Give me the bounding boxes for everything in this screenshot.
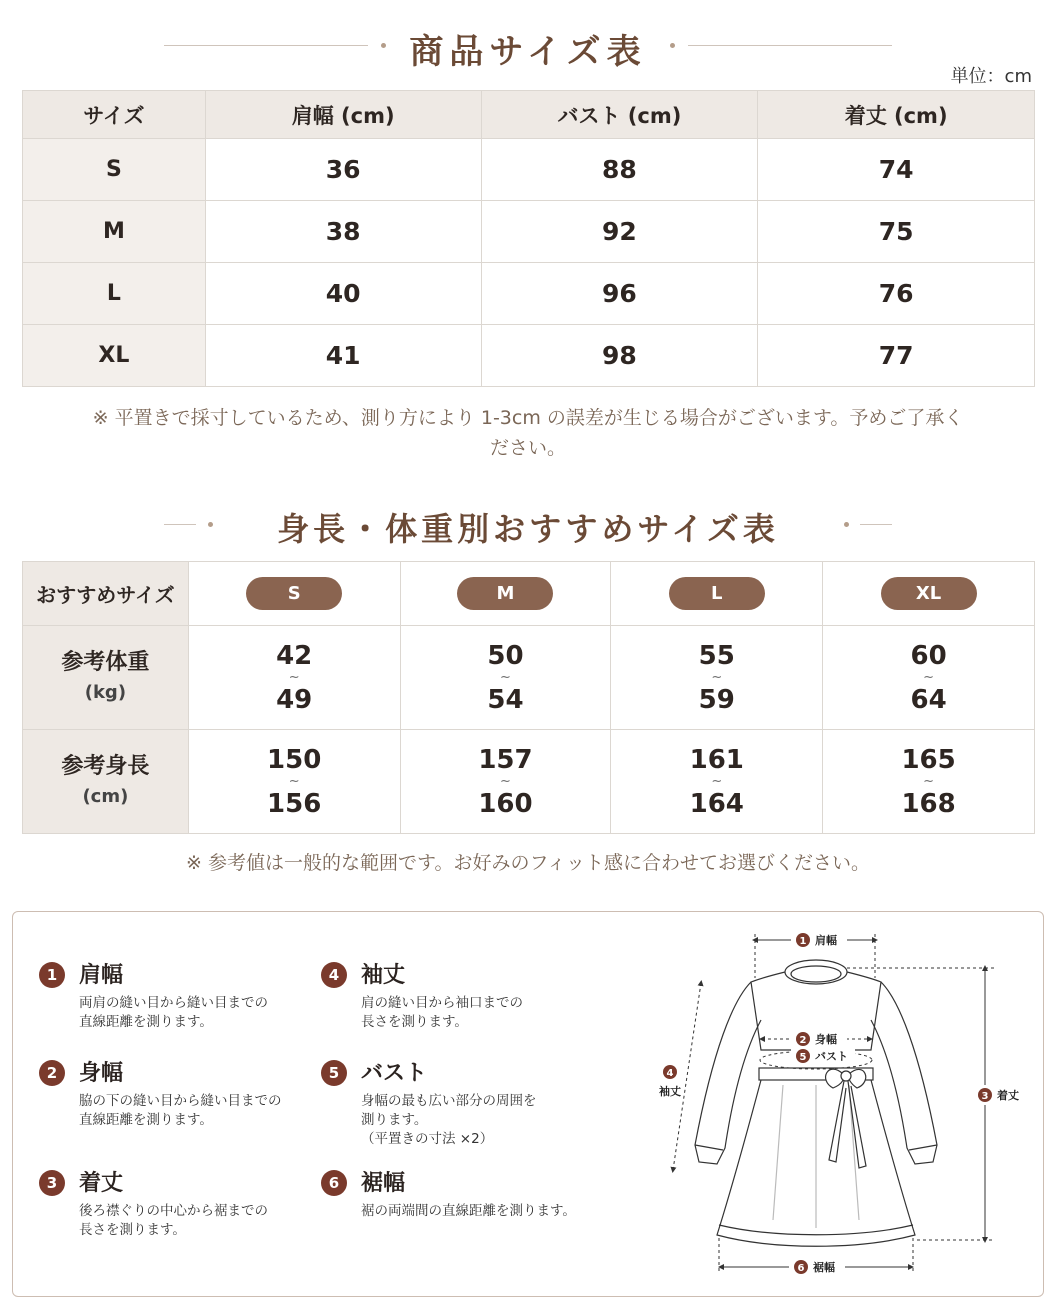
- size-cell: S: [23, 139, 206, 201]
- height-unit: (cm): [82, 785, 129, 807]
- bust-cell: 92: [481, 201, 758, 263]
- guide-desc-line: 長さを測ります。: [361, 1014, 468, 1030]
- guide-desc-line: 長さを測ります。: [79, 1222, 186, 1238]
- measurement-guide: [12, 911, 1044, 1297]
- unit-label: 単位：cm: [950, 66, 1032, 87]
- dress-diagram: [633, 920, 1033, 1290]
- title-divider-right: [860, 524, 892, 525]
- weight-label: 参考体重: [61, 649, 150, 675]
- size-chart-title-bar: [0, 24, 1056, 74]
- svg-text:2: 2: [799, 1035, 807, 1046]
- measurement-note-line1: ※ 平置きで採寸しているため、測り方により 1-3cm の誤差が生じる場合がございます。予めご了承く: [92, 407, 964, 429]
- recommend-size-label: おすすめサイズ: [23, 562, 189, 626]
- guide-item-title: 袖丈: [361, 963, 406, 988]
- size-pill-cell: [188, 562, 400, 626]
- measurement-note-line2: ださい。: [489, 437, 566, 459]
- height-label: 参考身長: [61, 753, 150, 779]
- svg-text:4: 4: [666, 1068, 674, 1079]
- number-badge: 6: [321, 1170, 347, 1196]
- diagram-label-text: 着丈: [997, 1089, 1019, 1102]
- range-max: 64: [910, 684, 947, 715]
- size-pill-cell: [611, 562, 823, 626]
- shoulder-cell: 41: [205, 325, 481, 387]
- range-tilde: ~: [500, 669, 511, 685]
- title-dot-right: [844, 522, 849, 527]
- height-range-cell: [400, 730, 611, 834]
- diagram-label-text: バスト: [815, 1050, 848, 1063]
- size-pill: XL: [881, 577, 977, 610]
- diagram-label-body-width: [791, 1030, 847, 1048]
- size-cell: L: [23, 263, 206, 325]
- guide-item-desc: [79, 994, 268, 1032]
- range-tilde: ~: [288, 669, 300, 685]
- diagram-label-text: 裾幅: [813, 1261, 835, 1274]
- header-bust: バスト (cm): [481, 91, 758, 139]
- range-min: 157: [478, 744, 533, 775]
- length-cell: 76: [758, 263, 1035, 325]
- recommend-size-row: [23, 562, 1035, 626]
- range-min: 50: [487, 640, 524, 671]
- title-divider-right: [688, 45, 892, 46]
- range-min: 55: [698, 640, 735, 671]
- reference-note: ※ 参考値は一般的な範囲です。お好みのフィット感に合わせてお選びください。: [186, 852, 870, 874]
- guide-desc-line: 直線距離を測ります。: [79, 1014, 213, 1030]
- weight-row: [23, 626, 1035, 730]
- range-max: 168: [901, 788, 956, 819]
- size-cell: XL: [23, 325, 206, 387]
- weight-unit: (kg): [84, 681, 127, 703]
- guide-item-title: 身幅: [79, 1061, 124, 1086]
- range-min: 60: [910, 640, 947, 671]
- svg-text:1: 1: [799, 936, 807, 947]
- guide-item-desc: [361, 994, 523, 1032]
- size-cell: M: [23, 201, 206, 263]
- height-range-cell: [823, 730, 1035, 834]
- range-min: 42: [276, 640, 313, 671]
- guide-desc-line: 直線距離を測ります。: [79, 1112, 213, 1128]
- diagram-label-bust: [791, 1047, 855, 1065]
- diagram-label-text: 袖丈: [659, 1085, 681, 1098]
- weight-range-cell: [611, 626, 823, 730]
- range-max: 164: [689, 788, 744, 819]
- bust-cell: 98: [481, 325, 758, 387]
- recommend-size-table: [22, 561, 1035, 834]
- diagram-label-sleeve: [659, 1065, 681, 1098]
- range-min: 165: [901, 744, 956, 775]
- length-cell: 74: [758, 139, 1035, 201]
- number-badge: 4: [321, 962, 347, 988]
- svg-text:5: 5: [799, 1052, 807, 1063]
- guide-item-title: バスト: [361, 1061, 428, 1086]
- length-cell: 77: [758, 325, 1035, 387]
- height-row: [23, 730, 1035, 834]
- guide-item-title: 着丈: [79, 1171, 124, 1196]
- diagram-label-hem: [789, 1258, 845, 1276]
- range-tilde: ~: [288, 773, 300, 789]
- range-min: 161: [689, 744, 744, 775]
- header-shoulder: 肩幅 (cm): [205, 91, 481, 139]
- range-tilde: ~: [923, 669, 935, 685]
- height-range-cell: [188, 730, 400, 834]
- size-pill-cell: [823, 562, 1035, 626]
- number-badge: 5: [321, 1060, 347, 1086]
- title-dot-right: [670, 43, 675, 48]
- range-tilde: ~: [500, 773, 511, 789]
- svg-text:3: 3: [981, 1091, 989, 1102]
- range-tilde: ~: [711, 669, 723, 685]
- guide-desc-line: 両肩の縫い目から縫い目までの: [79, 995, 268, 1011]
- length-cell: 75: [758, 201, 1035, 263]
- diagram-label-text: 身幅: [815, 1033, 837, 1046]
- range-max: 156: [267, 788, 322, 819]
- diagram-label-text: 肩幅: [815, 934, 837, 947]
- range-max: 59: [698, 684, 735, 715]
- weight-label-cell: [23, 626, 189, 730]
- guide-desc-line: 後ろ襟ぐりの中心から裾までの: [79, 1203, 268, 1219]
- shoulder-cell: 40: [205, 263, 481, 325]
- header-size: サイズ: [23, 91, 206, 139]
- guide-desc-line: 身幅の最も広い部分の周囲を: [361, 1093, 537, 1109]
- header-length: 着丈 (cm): [758, 91, 1035, 139]
- height-range-cell: [611, 730, 823, 834]
- size-pill-cell: [400, 562, 611, 626]
- range-max: 54: [487, 684, 524, 715]
- table-row: [23, 263, 1035, 325]
- number-badge: 1: [39, 962, 65, 988]
- size-pill: S: [246, 577, 342, 610]
- size-chart-title: 商品サイズ表: [409, 32, 647, 72]
- guide-desc-line: 測ります。: [361, 1112, 428, 1128]
- range-min: 150: [267, 744, 322, 775]
- size-pill: L: [669, 577, 765, 610]
- number-badge: 2: [39, 1060, 65, 1086]
- weight-range-cell: [823, 626, 1035, 730]
- guide-desc-line: （平置きの寸法 ×2）: [361, 1131, 494, 1147]
- shoulder-cell: 38: [205, 201, 481, 263]
- guide-item-title: 裾幅: [361, 1171, 406, 1196]
- range-max: 160: [478, 788, 533, 819]
- sleeve-dimension-line: [673, 983, 701, 1170]
- guide-item-desc: [79, 1092, 282, 1130]
- weight-range-cell: [188, 626, 400, 730]
- height-label-cell: [23, 730, 189, 834]
- svg-text:6: 6: [797, 1263, 805, 1274]
- weight-range-cell: [400, 626, 611, 730]
- guide-item-desc: [361, 1202, 576, 1221]
- bust-cell: 88: [481, 139, 758, 201]
- guide-item-title: 肩幅: [79, 963, 124, 988]
- number-badge: 3: [39, 1170, 65, 1196]
- guide-desc-line: 裾の両端間の直線距離を測ります。: [361, 1203, 576, 1219]
- table-row: [23, 139, 1035, 201]
- diagram-label-shoulder: [791, 931, 847, 949]
- range-max: 49: [276, 684, 313, 715]
- size-pill: M: [457, 577, 553, 610]
- guide-desc-line: 肩の縫い目から袖口までの: [361, 995, 523, 1011]
- table-row: [23, 201, 1035, 263]
- recommend-title: 身長・体重別おすすめサイズ表: [277, 510, 779, 548]
- guide-item-desc: [361, 1092, 537, 1149]
- guide-desc-line: 脇の下の縫い目から縫い目までの: [79, 1093, 282, 1109]
- range-tilde: ~: [711, 773, 723, 789]
- shoulder-cell: 36: [205, 139, 481, 201]
- dress-outline-icon: [695, 960, 937, 1246]
- diagram-label-length: [973, 1085, 1029, 1105]
- product-size-table: [22, 90, 1035, 387]
- table-header-row: [23, 91, 1035, 139]
- bust-cell: 96: [481, 263, 758, 325]
- range-tilde: ~: [923, 773, 935, 789]
- recommend-title-bar: [0, 504, 1056, 554]
- guide-item-desc: [79, 1202, 268, 1240]
- measurement-note: [40, 403, 1016, 463]
- table-row: [23, 325, 1035, 387]
